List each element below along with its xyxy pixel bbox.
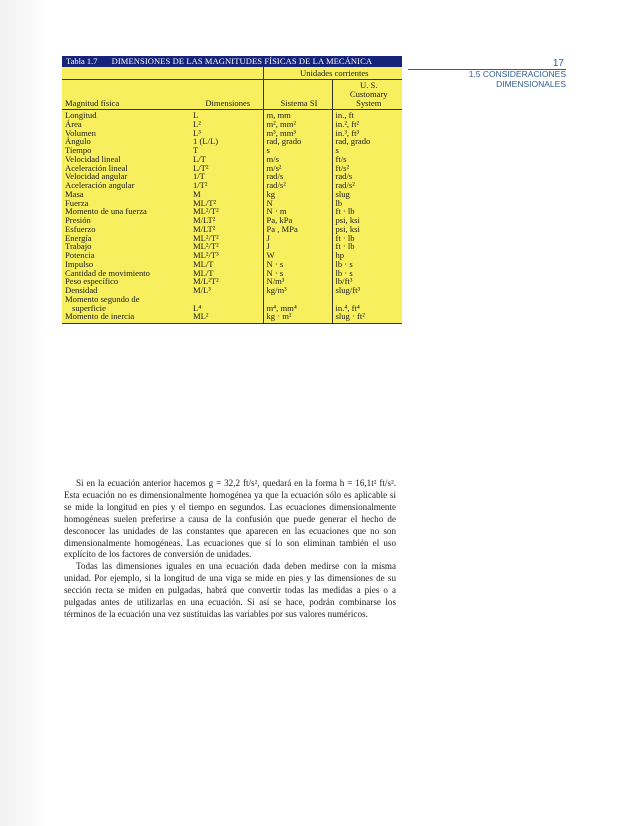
cell-unidad-us: ft · lb (332, 242, 402, 251)
cell-unidad-us: s (332, 146, 402, 155)
col-header-us-line-3: System (356, 98, 382, 108)
cell-unidad-us: lb (332, 199, 402, 208)
cell-unidad-si: N/m³ (263, 277, 332, 286)
table-title-bar (62, 56, 402, 67)
cell-magnitud: Energía (65, 232, 92, 243)
cell-dimensiones: M/L³ (193, 285, 211, 295)
col-header-magnitud: Magnitud física (62, 80, 190, 110)
cell-unidad-us: slug/ft³ (332, 286, 402, 295)
cell-magnitud: Tiempo (65, 145, 92, 155)
col-header-us-line-1: U. S. (360, 80, 378, 90)
cell-unidad-us: ft/s² (332, 164, 402, 173)
header-row-group (62, 67, 402, 80)
units-group-header: Unidades corrientes (263, 67, 402, 80)
cell-magnitud: Densidad (65, 285, 98, 295)
cell-magnitud: Cantidad de movimiento (65, 267, 150, 278)
cell-magnitud: Esfuerzo (65, 223, 96, 234)
cell-dimensiones: M/LT² (193, 215, 216, 225)
cell-dimensiones: L⁴ (193, 302, 202, 313)
cell-unidad-si: m/s² (263, 164, 332, 173)
cell-unidad-us: rad, grado (332, 137, 402, 146)
cell-dimensiones: L (193, 110, 199, 120)
cell-dimensiones: T (193, 145, 199, 155)
cell-magnitud: Momento segundo de (65, 293, 140, 304)
cell-magnitud: Peso específico (65, 276, 119, 287)
cell-unidad-us: hp (332, 251, 402, 260)
cell-unidad-si: kg (263, 190, 332, 199)
page-number: 17 (552, 58, 564, 69)
cell-magnitud: Ángulo (65, 136, 91, 147)
cell-unidad-us: psi, ksi (332, 225, 402, 234)
magnitudes-table (62, 67, 402, 324)
cell-unidad-si: W (263, 251, 332, 260)
cell-unidad-si: s (263, 146, 332, 155)
cell-magnitud: Trabajo (65, 241, 92, 252)
cell-dimensiones: 1 (L/L) (193, 136, 219, 147)
cell-unidad-si: m, mm (263, 110, 332, 120)
cell-unidad-si: J (263, 242, 332, 251)
cell-unidad-si: m⁴, mm⁴ (263, 304, 332, 313)
cell-unidad-us: lb · s (332, 260, 402, 269)
cell-magnitud: Momento de inercia (62, 312, 190, 323)
cell-magnitud: Volumen (65, 127, 96, 138)
paragraph-1: Si en la ecuación anterior hacemos g = 32,2 ft/s², quedará en la forma h = 16,1t² ft/s². Esta ecuación no es dimensionalmente homogénea ya que la ecuación sólo es aplicable si se mide la longitud en pies y el tiempo en segundos. Las ecuaciones dimensionalmente homogéneas suelen preferirse a causa de la confusión que puede generar el hecho de desconocer las unidades de las constantes que aparecen en las ecuaciones que no son dimensionalmente homogéneas. Las ecuaciones que sí lo son eliminan también el uso explícito de los factores de conversión de unidades. (64, 478, 396, 560)
cell-unidad-si: rad, grado (263, 137, 332, 146)
table-title: DIMENSIONES DE LAS MAGNITUDES FÍSICAS DE LA MECÁNICA (111, 56, 373, 66)
cell-unidad-us: in., ft (332, 110, 402, 120)
table-body (62, 110, 402, 324)
cell-dimensiones: L/T² (193, 162, 209, 173)
cell-unidad-si: Pa, kPa (263, 216, 332, 225)
cell-unidad-si: N · s (263, 269, 332, 278)
cell-dimensiones: L³ (193, 127, 201, 138)
col-header-us-line-2: Customary (349, 89, 388, 99)
table-row (62, 242, 402, 251)
page-shadow-edge (0, 0, 48, 826)
cell-unidad-si: N · s (263, 260, 332, 269)
cell-dimensiones: ML²/T² (193, 241, 219, 252)
cell-magnitud: superficie (72, 302, 106, 313)
paragraph-2: Todas las dimensiones iguales en una ecuación dada deben medirse con la misma unidad. Por ejemplo, si la longitud de una viga se mide en pies y las dimensiones de su sección recta se miden en pulgadas, habrá que convertir todas las medidas a pies o a pulgadas antes de utilizarlas en una ecuación. Si así se hace, podrán combinarse los términos de la ecuación una vez sustituidas las variables por sus valores numéricos. (64, 561, 396, 619)
cell-magnitud: Aceleración lineal (65, 162, 128, 173)
cell-magnitud: Velocidad angular (65, 171, 128, 182)
table-row (62, 137, 402, 146)
cell-unidad-us: in.³, ft³ (332, 129, 402, 138)
cell-dimensiones: L/T (193, 153, 206, 164)
cell-magnitud: Impulso (65, 258, 94, 269)
cell-dimensiones: 1/T² (193, 180, 208, 190)
cell-unidad-si: m², mm² (263, 120, 332, 129)
cell-magnitud: Masa (65, 188, 84, 199)
cell-dimensiones: ML/T (193, 258, 214, 269)
table-row (62, 181, 402, 190)
cell-unidad-si: N (263, 199, 332, 208)
section-heading-line-1: 1.5 CONSIDERACIONES (468, 69, 566, 79)
cell-dimensiones: ML²/T² (193, 206, 219, 217)
cell-dimensiones: ML/T (193, 267, 214, 278)
table-row (62, 312, 402, 323)
cell-magnitud: Aceleración angular (65, 180, 135, 190)
section-heading-line-2: DIMENSIONALES (496, 79, 566, 89)
cell-unidad-us: rad/s² (332, 181, 402, 190)
cell-magnitud: Longitud (65, 110, 97, 120)
cell-magnitud: Área (65, 118, 82, 129)
cell-unidad-si: rad/s (263, 172, 332, 181)
cell-unidad-si: m/s (263, 155, 332, 164)
cell-unidad-us: rad/s (332, 172, 402, 181)
cell-unidad-us: ft · lb (332, 207, 402, 216)
cell-magnitud: Velocidad lineal (65, 153, 121, 164)
cell-unidad-us: ft/s (332, 155, 402, 164)
cell-magnitud: Momento de una fuerza (65, 206, 147, 217)
cell-unidad-si: N · m (263, 207, 332, 216)
cell-dimensiones: L² (193, 118, 201, 129)
section-heading (440, 69, 566, 89)
cell-magnitud: Fuerza (65, 197, 89, 208)
col-header-si: Sistema SI (263, 80, 332, 110)
cell-unidad-us: psi, ksi (332, 216, 402, 225)
cell-dimensiones: M/LT² (193, 223, 216, 234)
cell-unidad-us: slug (332, 190, 402, 199)
cell-unidad-si: m³, mm³ (263, 129, 332, 138)
cell-unidad-us: lb/ft³ (332, 277, 402, 286)
cell-dimensiones: M (193, 188, 201, 199)
cell-dimensiones: ML² (190, 312, 263, 323)
cell-unidad-us: in.², ft² (332, 120, 402, 129)
cell-unidad-si: kg · m² (263, 312, 332, 323)
cell-dimensiones: M/L²T² (193, 276, 219, 287)
cell-dimensiones: ML/T² (193, 197, 217, 208)
cell-dimensiones: 1/T (193, 171, 205, 182)
col-header-dimensiones: Dimensiones (190, 80, 263, 110)
cell-unidad-us: ft · lb (332, 234, 402, 243)
table-row (62, 190, 402, 199)
body-text (64, 478, 396, 621)
table-number: Tabla 1.7 (66, 56, 98, 66)
header-row-columns (62, 80, 402, 110)
cell-unidad-us: lb · s (332, 269, 402, 278)
cell-magnitud: Potencia (65, 250, 95, 260)
cell-unidad-si: kg/m³ (263, 286, 332, 295)
cell-unidad-si: J (263, 234, 332, 243)
col-header-us (332, 80, 402, 110)
cell-dimensiones: ML²/T³ (193, 250, 219, 260)
cell-magnitud: Presión (65, 215, 91, 225)
cell-dimensiones: ML²/T² (193, 232, 219, 243)
cell-unidad-si: rad/s² (263, 181, 332, 190)
cell-unidad-us: in.⁴, ft⁴ (332, 304, 402, 313)
cell-unidad-si: Pa , MPa (263, 225, 332, 234)
cell-unidad-us: slug · ft² (332, 312, 402, 323)
dimensions-table (62, 56, 402, 324)
